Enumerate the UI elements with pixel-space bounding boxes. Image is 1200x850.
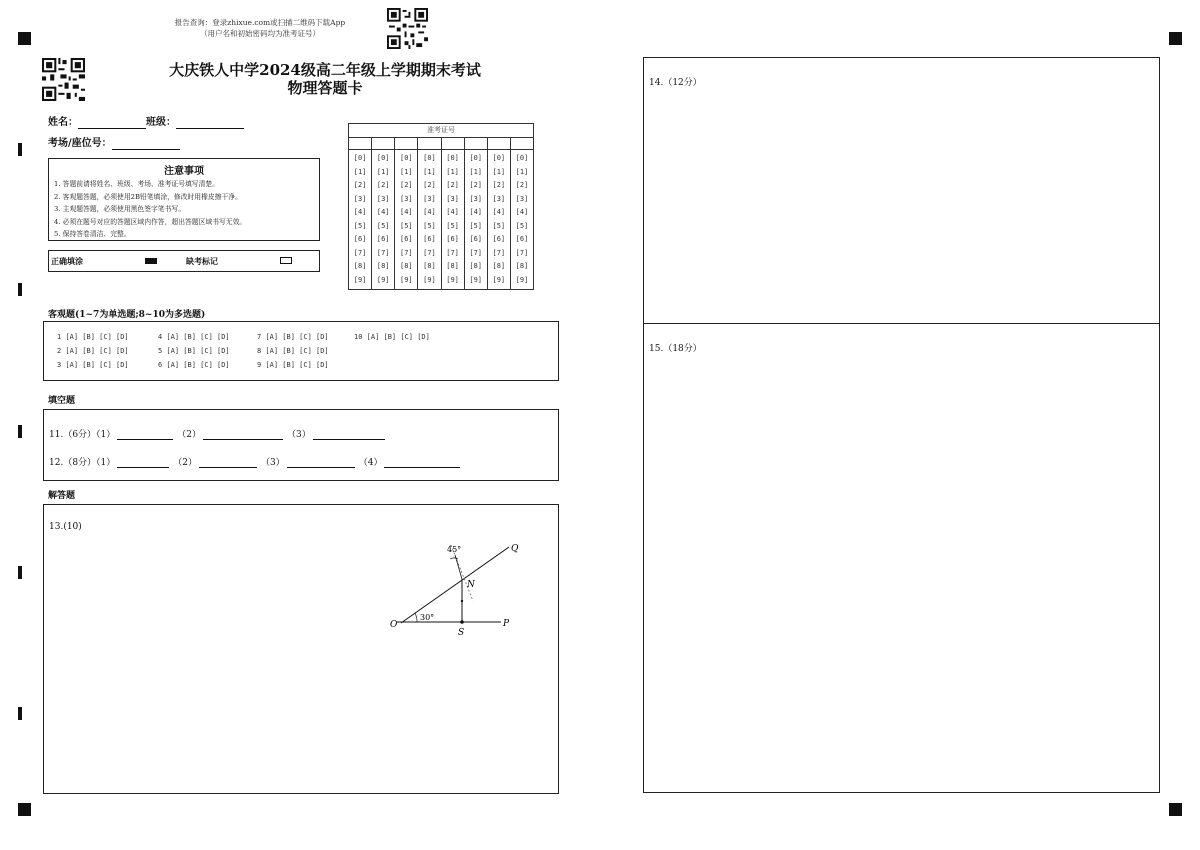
admission-digit-write-cell[interactable] xyxy=(511,138,533,149)
admission-digit-write-cell[interactable] xyxy=(465,138,488,149)
admission-digit-bubble[interactable]: [0] xyxy=(492,154,506,162)
admission-digit-write-cell[interactable] xyxy=(349,138,372,149)
admission-digit-bubble[interactable]: [1] xyxy=(423,167,436,176)
class-label: 班级： xyxy=(146,117,176,128)
notes-title: 注意事项 xyxy=(164,166,204,177)
admission-digit-bubble[interactable]: [4] xyxy=(515,208,529,216)
absent-mark-checkbox[interactable] xyxy=(280,257,292,264)
mc-question-2[interactable]: 2 [A] [B] [C] [D] xyxy=(57,347,129,355)
admission-digit-bubble[interactable]: [6] xyxy=(515,235,529,243)
mc-question-10[interactable]: 10 [A] [B] [C] [D] xyxy=(354,333,430,341)
admission-digit-write-cell[interactable] xyxy=(442,138,465,149)
timing-mark xyxy=(18,143,22,156)
physics-diagram xyxy=(389,535,529,635)
admission-number-write-row xyxy=(349,138,533,150)
label-Q: Q xyxy=(511,544,519,554)
label-O: O xyxy=(390,620,398,630)
admission-digit-bubble[interactable]: [4] xyxy=(399,208,413,216)
admission-digit-bubble[interactable]: [2] xyxy=(353,181,367,189)
admission-digit-bubble[interactable]: [9] xyxy=(515,275,529,284)
admission-digit-bubble[interactable]: [6] xyxy=(492,235,506,243)
admission-digit-bubble[interactable]: [7] xyxy=(492,248,506,257)
admission-digit-bubble[interactable]: [5] xyxy=(353,221,367,230)
question-14-answer-box[interactable] xyxy=(643,57,1160,324)
question-11-label: 11.（6分） xyxy=(49,430,97,440)
incident-ray xyxy=(455,555,462,579)
admission-digit-bubble[interactable]: [6] xyxy=(446,235,459,243)
q12-blank-2-label: （2） xyxy=(173,458,198,468)
report-notice xyxy=(160,17,360,39)
page-title: 大庆铁人中学2024级高二年级上学期期末考试 xyxy=(169,61,481,79)
admission-digit-bubble[interactable]: [8] xyxy=(446,262,459,270)
admission-digit-bubble[interactable]: [8] xyxy=(492,262,506,270)
admission-digit-write-cell[interactable] xyxy=(488,138,511,149)
admission-digit-bubble[interactable]: [3] xyxy=(492,194,506,203)
exam-room-field[interactable] xyxy=(112,138,180,150)
admission-digit-bubble[interactable]: [9] xyxy=(353,275,367,284)
mc-question-4[interactable]: 4 [A] [B] [C] [D] xyxy=(158,333,230,341)
admission-digit-bubble[interactable]: [5] xyxy=(446,221,459,230)
admission-digit-bubble[interactable]: [4] xyxy=(353,208,367,216)
admission-digit-bubble[interactable]: [2] xyxy=(446,181,459,189)
exam-room-label: 考场/座位号： xyxy=(48,138,112,149)
label-S: S xyxy=(458,628,465,635)
notes-box xyxy=(48,158,320,241)
registration-mark xyxy=(18,803,31,816)
note-item: 4. 必须在题号对应的答题区域内作答，超出答题区域书写无效。 xyxy=(54,217,247,226)
note-item: 3. 主观题答题，必须使用黑色签字笔书写。 xyxy=(54,205,185,214)
admission-digit-bubble[interactable]: [9] xyxy=(376,275,390,284)
fill-example-box xyxy=(48,250,320,272)
admission-digit-bubble[interactable]: [7] xyxy=(353,248,367,257)
admission-digit-bubble[interactable]: [6] xyxy=(353,235,367,243)
admission-digit-bubble[interactable]: [6] xyxy=(376,235,390,243)
student-name-row xyxy=(48,110,244,129)
admission-digit-bubble[interactable]: [4] xyxy=(469,208,483,216)
admission-digit-bubble[interactable]: [0] xyxy=(353,154,367,162)
admission-digit-bubble[interactable]: [9] xyxy=(446,275,459,284)
admission-digit-bubble[interactable]: [3] xyxy=(446,194,459,203)
question-14-label: 14.（12分） xyxy=(649,78,702,88)
admission-digit-bubble[interactable]: [3] xyxy=(399,194,413,203)
name-field[interactable] xyxy=(78,117,146,129)
label-30-degree: 30° xyxy=(420,613,435,622)
qr-code-student xyxy=(42,58,85,101)
report-notice-line1: 报告查询：登录zhixue.com或扫描二维码下载App xyxy=(174,18,346,27)
admission-digit-bubble[interactable]: [8] xyxy=(353,262,367,270)
admission-digit-bubble[interactable]: [0] xyxy=(469,154,483,162)
admission-digit-bubble[interactable]: [1] xyxy=(399,167,413,176)
admission-digit-bubble[interactable]: [3] xyxy=(515,194,529,203)
admission-digit-bubble[interactable]: [9] xyxy=(423,275,436,284)
q11-blank-2[interactable] xyxy=(203,430,283,440)
timing-mark xyxy=(18,707,22,720)
name-label: 姓名： xyxy=(48,117,78,128)
registration-mark xyxy=(18,32,31,45)
admission-digit-bubble[interactable]: [5] xyxy=(399,221,413,230)
mc-question-5[interactable]: 5 [A] [B] [C] [D] xyxy=(158,347,230,355)
admission-digit-bubble[interactable]: [2] xyxy=(492,181,506,189)
admission-digit-bubble[interactable]: [2] xyxy=(423,181,436,189)
admission-digit-bubble[interactable]: [8] xyxy=(515,262,529,270)
admission-digit-bubble[interactable]: [5] xyxy=(515,221,529,230)
admission-digit-bubble[interactable]: [8] xyxy=(469,262,483,270)
admission-digit-bubble[interactable]: [0] xyxy=(376,154,390,162)
admission-digit-bubble[interactable]: [6] xyxy=(469,235,483,243)
admission-digit-column xyxy=(511,150,533,289)
admission-digit-bubble[interactable]: [9] xyxy=(469,275,483,284)
q12-blank-4-label: （4） xyxy=(358,458,383,468)
class-field[interactable] xyxy=(176,117,244,129)
mc-question-9[interactable]: 9 [A] [B] [C] [D] xyxy=(257,361,329,369)
admission-digit-bubble[interactable]: [1] xyxy=(515,167,529,176)
admission-digit-bubble[interactable]: [7] xyxy=(423,248,436,257)
note-item: 5. 保持答卷清洁、完整。 xyxy=(54,230,131,239)
admission-digit-bubble[interactable]: [7] xyxy=(376,248,390,257)
question-15-answer-box[interactable] xyxy=(643,323,1160,793)
admission-digit-bubble[interactable]: [8] xyxy=(399,262,413,270)
admission-digit-column xyxy=(442,150,465,289)
q11-blank-1[interactable] xyxy=(117,430,173,440)
objective-answer-box xyxy=(43,321,559,381)
admission-digit-bubble[interactable]: [0] xyxy=(399,154,413,162)
note-item: 2. 客观题答题，必须使用2B铅笔填涂，修改时用橡皮擦干净。 xyxy=(54,192,242,201)
mc-question-7[interactable]: 7 [A] [B] [C] [D] xyxy=(257,333,329,341)
admission-digit-bubble[interactable]: [1] xyxy=(469,167,483,176)
question-13-answer-box[interactable] xyxy=(43,504,559,794)
correct-fill-label: 正确填涂 xyxy=(51,256,83,266)
q12-blank-1-label: （1） xyxy=(96,458,116,468)
timing-mark xyxy=(18,425,22,438)
q12-blank-3[interactable] xyxy=(287,458,355,468)
admission-digit-column xyxy=(372,150,395,289)
admission-digit-bubble[interactable]: [0] xyxy=(423,154,436,162)
q11-blank-1-label: （1） xyxy=(96,430,116,440)
angle-arc-45 xyxy=(450,558,458,559)
admission-digit-column xyxy=(418,150,441,289)
admission-digit-bubble[interactable]: [3] xyxy=(353,194,367,203)
question-13-label: 13.(10) xyxy=(49,522,82,532)
admission-number-bubbles xyxy=(349,150,533,289)
admission-digit-column xyxy=(465,150,488,289)
admission-digit-bubble[interactable]: [7] xyxy=(515,248,529,257)
admission-number-header: 准考证号 xyxy=(349,124,533,138)
point-mid xyxy=(461,600,463,602)
line-OQ xyxy=(401,547,509,623)
label-N: N xyxy=(467,580,475,590)
mc-question-1[interactable]: 1 [A] [B] [C] [D] xyxy=(57,333,129,341)
timing-mark xyxy=(18,566,22,579)
admission-digit-column xyxy=(488,150,511,289)
admission-digit-write-cell[interactable] xyxy=(372,138,395,149)
admission-digit-bubble[interactable]: [4] xyxy=(423,208,436,216)
mc-question-3[interactable]: 3 [A] [B] [C] [D] xyxy=(57,361,129,369)
admission-digit-bubble[interactable]: [5] xyxy=(423,221,436,230)
admission-digit-bubble[interactable]: [6] xyxy=(399,235,413,243)
question-12-label: 12.（8分） xyxy=(49,458,97,468)
admission-digit-bubble[interactable]: [2] xyxy=(376,181,390,189)
note-item: 1. 答题前请将姓名、班级、考场、准考证号填写清楚。 xyxy=(54,180,219,188)
admission-digit-bubble[interactable]: [0] xyxy=(446,154,459,162)
q11-blank-2-label: （2） xyxy=(177,430,202,440)
admission-digit-bubble[interactable]: [6] xyxy=(423,235,436,243)
admission-digit-bubble[interactable]: [1] xyxy=(353,167,367,176)
q12-blank-3-label: （3） xyxy=(261,458,285,468)
point-S xyxy=(460,620,464,624)
admission-digit-bubble[interactable]: [3] xyxy=(376,194,390,203)
page-subtitle: 物理答题卡 xyxy=(287,79,363,97)
admission-digit-bubble[interactable]: [3] xyxy=(469,194,483,203)
correct-fill-sample xyxy=(145,258,157,264)
admission-number-table xyxy=(348,123,534,290)
admission-digit-write-cell[interactable] xyxy=(395,138,418,149)
admission-digit-bubble[interactable]: [2] xyxy=(469,181,483,189)
q12-blank-2[interactable] xyxy=(199,458,257,468)
registration-mark xyxy=(1169,32,1182,45)
admission-digit-bubble[interactable]: [8] xyxy=(376,262,390,270)
admission-digit-bubble[interactable]: [2] xyxy=(399,181,413,189)
admission-digit-write-cell[interactable] xyxy=(418,138,441,149)
admission-digit-bubble[interactable]: [5] xyxy=(376,221,390,230)
admission-digit-bubble[interactable]: [5] xyxy=(492,221,506,230)
admission-digit-column xyxy=(349,150,372,289)
admission-digit-bubble[interactable]: [9] xyxy=(399,275,413,284)
report-notice-line2: （用户名和初始密码均为准考证号） xyxy=(200,29,320,38)
question-15-label: 15.（18分） xyxy=(649,344,702,354)
q12-blank-4[interactable] xyxy=(384,458,460,468)
admission-digit-bubble[interactable]: [0] xyxy=(515,154,529,162)
objective-section-label: 客观题(1~7为单选题;8~10为多选题) xyxy=(48,310,206,320)
admission-digit-bubble[interactable]: [9] xyxy=(492,275,506,284)
admission-digit-bubble[interactable]: [3] xyxy=(423,194,436,203)
qr-code-top xyxy=(387,8,428,49)
admission-digit-bubble[interactable]: [4] xyxy=(492,208,506,216)
admission-digit-bubble[interactable]: [4] xyxy=(446,208,459,216)
q11-blank-3[interactable] xyxy=(313,430,385,440)
mc-question-8[interactable]: 8 [A] [B] [C] [D] xyxy=(257,347,329,355)
admission-digit-bubble[interactable]: [1] xyxy=(492,167,506,176)
label-45-degree: 45° xyxy=(447,545,462,554)
admission-digit-bubble[interactable]: [2] xyxy=(515,181,529,189)
admission-digit-bubble[interactable]: [7] xyxy=(469,248,483,257)
admission-digit-bubble[interactable]: [5] xyxy=(469,221,483,230)
admission-digit-column xyxy=(395,150,418,289)
absent-mark-label: 缺考标记 xyxy=(186,256,218,266)
fill-blank-answer-box xyxy=(43,409,559,481)
answer-section-label: 解答题 xyxy=(48,491,76,501)
fill-blank-section-label: 填空题 xyxy=(48,396,76,406)
question-12-row xyxy=(49,455,464,468)
mc-question-6[interactable]: 6 [A] [B] [C] [D] xyxy=(158,361,230,369)
admission-digit-bubble[interactable]: [7] xyxy=(399,248,413,257)
q12-blank-1[interactable] xyxy=(117,458,169,468)
notes-list xyxy=(49,178,319,241)
admission-digit-bubble[interactable]: [8] xyxy=(423,262,436,270)
exam-room-row xyxy=(48,131,180,150)
timing-mark xyxy=(18,283,22,296)
admission-digit-bubble[interactable]: [7] xyxy=(446,248,459,257)
admission-digit-bubble[interactable]: [1] xyxy=(446,167,459,176)
question-11-row xyxy=(49,427,389,440)
q11-blank-3-label: （3） xyxy=(287,430,311,440)
angle-arc-30 xyxy=(415,613,417,622)
admission-digit-bubble[interactable]: [1] xyxy=(376,167,390,176)
registration-mark xyxy=(1169,803,1182,816)
admission-digit-bubble[interactable]: [4] xyxy=(376,208,390,216)
label-P: P xyxy=(503,619,510,629)
